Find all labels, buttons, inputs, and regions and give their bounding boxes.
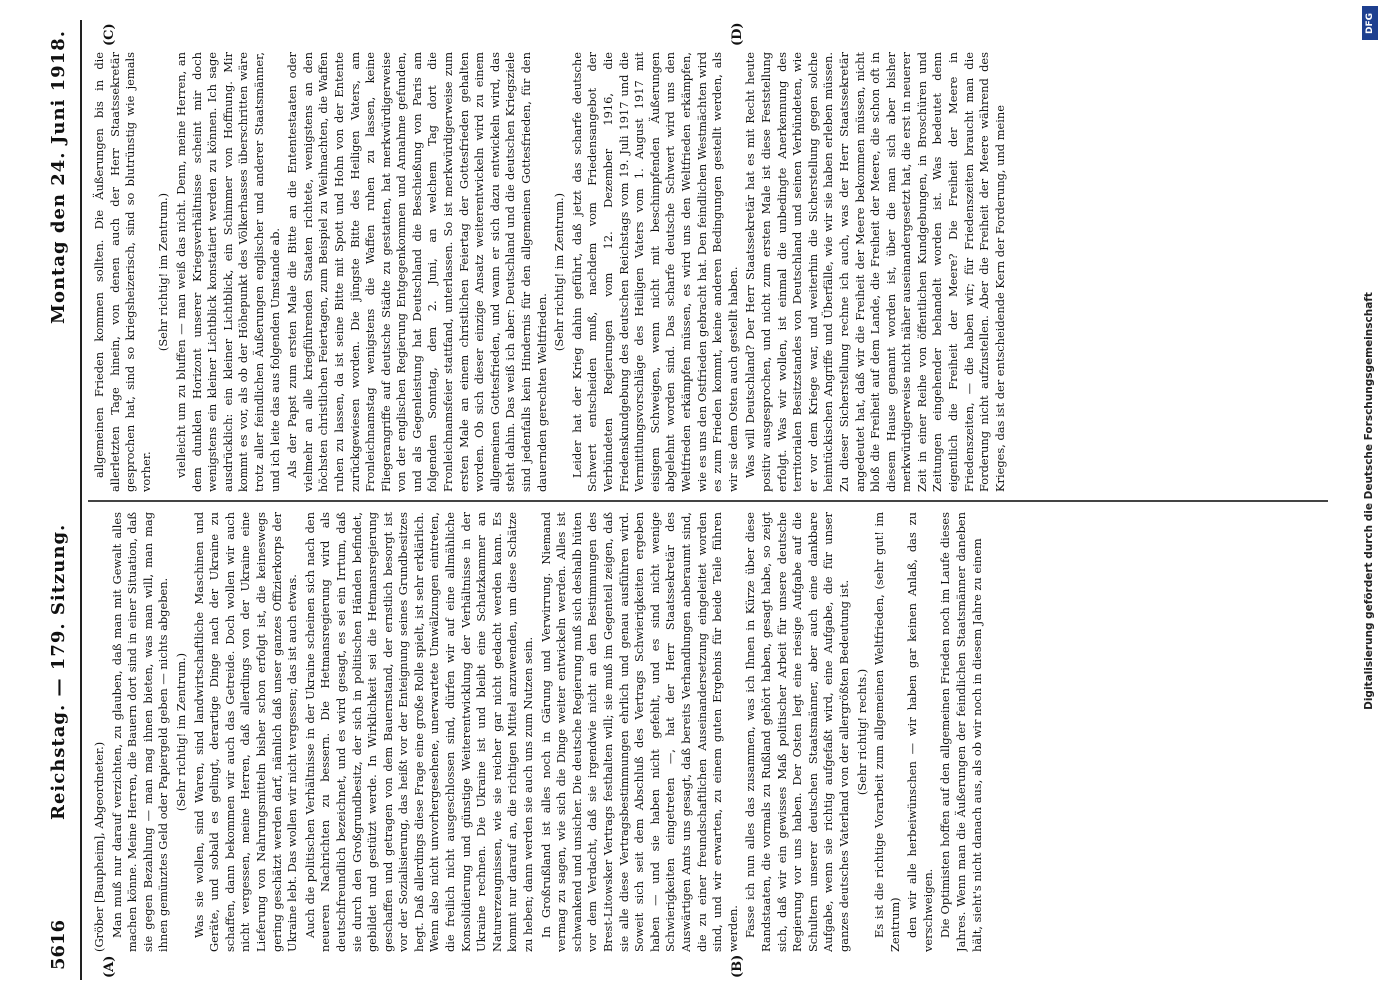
margin-marker-d: (D) [730, 22, 745, 46]
paragraph: Leider hat der Krieg dahin geführt, daß jetzt das scharfe deutsche Schwert entscheiden muß, nachdem vom Friedensangebot der Verbündeten Regierungen vom 12. Dezember 1916, die Friedenskundgebung des deutschen Reichstags vom 19. Juli 1917 und die Vermittlungsvorschläge des Heiligen Vaters vom 1. August 1917 mit eisigem Schweigen, wenn nicht mit beschimpfenden Äußerungen abgelehnt worden sind. Das scharfe deutsche Schwert wird uns den Weltfrieden erkämpfen müssen, es wird uns den Weltfrieden erkämpfen, wie es uns den Ostfrieden gebracht hat. Den feindlichen Westmächten wird es zum Frieden kommt, keine anderen Bedingungen gestellt werden, als wir sie dem Osten auch gestellt haben. [569, 52, 740, 492]
paragraph: den wir alle herbeiwünschen — wir haben gar keinen Anlaß, das zu verschweigen. [905, 512, 935, 952]
paragraph: Fasse ich nun alles das zusammen, was ich Ihnen in Kürze über diese Randstaaten, die vormals zu Rußland gehört haben, gesagt habe, so zeigt sich, daß wir ein gewisses Maß politischer Arbeit für unsere deutsche Regierung vor uns haben. Der Osten legt eine riesige Aufgabe auf die Schultern unserer deutschen Staatsmänner, aber auch eine dankbare Aufgabe, wenn sie richtig aufgefaßt wird, eine Aufgabe, die für unser ganzes deutsches Vaterland von der allergrößten Bedeutung ist. [743, 512, 851, 952]
text-column-right [92, 52, 1322, 492]
text-column-left [92, 512, 1322, 952]
column-divider [88, 500, 1328, 502]
speaker-line: (Gröber [Baupheim], Abgeordneter.) [92, 741, 106, 952]
paragraph: (Sehr richtig! im Zentrum.) [552, 192, 567, 352]
session-date: Montag den 24. Juni 1918. [48, 30, 69, 324]
paragraph: Es ist die richtige Vorarbeit zum allgemeinen Weltfrieden, (sehr gut! im Zentrum) [872, 512, 902, 952]
dfg-logo: DFG [1362, 6, 1378, 40]
paragraph: Als der Papst zum ersten Male die Bitte an die Ententestaaten oder vielmehr an alle kriegführenden Staaten richtete, wenigstens an den höchsten christlichen Feiertagen, zum Beispiel zu Weihnachten, die Waffen ruhen zu lassen, da ist seine Bitte mit Spott und Hohn von der Entente zurückgewiesen worden. Die jüngste Bitte des Heiligen Vaters, am Fronleichnamstag wenigstens die Waffen ruhen zu lassen, keine Fliegerangriffe auf deutsche Städte zu gestatten, hat merkwürdigerweise von der englischen Regierung Entgegenkommen und Annahme gefunden, und als Gegenleistung hat Deutschland die Beschießung von Paris am folgenden Sonntag, dem 2. Juni, an welchem Tag dort die Fronleichnamsfeier stattfand, unterlassen. So ist merkwürdigerweise zum ersten Male an einem christlichen Feiertag der Gottesfrieden gehalten worden. Ob sich dieser einzige Ansatz weiterentwickeln wird zu einem allgemeinen Gottesfrieden, und wann er sich dazu entwickeln wird, das steht dahin. Das weiß ich aber: Deutschland und die deutschen Kriegsziele sind jedenfalls kein Hindernis für den allgemeinen Gottesfrieden, für den dauernden gerechten Weltfrieden. [285, 52, 549, 492]
paragraph: In Großrußland ist alles noch in Gärung und Verwirrung. Niemand vermag zu sagen, wie sich die Dinge weiter entwickeln werden. Alles ist schwankend und unsicher. Die deutsche Regierung muß sich deshalb hüten vor dem Verdacht, daß sie irgendwie nicht an den Bestimmungen des Brest-Litowsker Vertrags festhalten will; sie muß im Gegenteil zeigen, daß sie alle diese Vertragsbestimmungen ehrlich und genau ausführen wird. Soweit sich seit dem Abschluß des Vertrags Schwierigkeiten ergeben haben — und sie haben nicht gefehlt, und es sind nicht wenige Schwierigkeiten eingetreten —, hat der Herr Staatssekretär des Auswärtigen Amts uns gesagt, daß bereits Verhandlungen anberaumt sind, die zu einer freundschaftlichen Auseinandersetzung eingeleitet worden sind, und wir erwarten, zu einem guten Ergebnis für beide Teile führen werden. [538, 512, 740, 952]
paragraph: Man muß nur darauf verzichten, zu glauben, daß man mit Gewalt alles machen könne. Meine Herren, die Bauern dort sind in einer Situation, daß sie gegen Bezahlung — man mag ihnen bieten, was man will, man mag ihnen gemünztes Geld oder Papiergeld geben — nichts abgeben. [109, 512, 171, 952]
paragraph: Was will Deutschland? Der Herr Staatssekretär hat es mit Recht heute positiv ausgesprochen, und nicht zum ersten Male ist diese Feststellung erfolgt. Was wir wollen, ist einmal die unbedingte Anerkennung des territorialen Besitzstandes von Deutschland und seinen Verbündeten, wie er vor dem Kriege war, und weiterhin die Sicherstellung gegen solche heimtückischen Angriffe und Überfälle, wie wir sie haben erleben müssen. Zu dieser Sicherstellung rechne ich auch, was der Herr Staatssekretär angedeutet hat, daß wir die Freiheit der Meere bekommen müssen, nicht bloß die Freiheit auf dem Lande, die Freiheit der Meere, die schon oft in diesem Hause genannt worden ist, über die man sich aber bisher merkwürdigerweise nicht näher auseinandergesetzt hat, die erst in neuerer Zeit in einer Reihe von öffentlichen Kundgebungen, in Broschüren und Zeitungen eingehender behandelt worden ist. Was bedeutet denn eigentlich die Freiheit der Meere? Die Freiheit der Meere in Friedenszeiten, — die haben wir; für Friedenszeiten braucht man die Forderung nicht aufzustellen. Aber die Freiheit der Meere während des Krieges, das ist der entscheidende Kern der Forderung, und meine [743, 52, 1007, 492]
digitization-note: Digitalisierung gefördert durch die Deutsche Forschungsgemeinschaft [1363, 292, 1375, 710]
paragraph: Was sie wollen, sind Waren, sind landwirtschaftliche Maschinen und Geräte, und sobald es gelingt, derartige Dinge nach der Ukraine zu schaffen, dann bekommen wir auch das Getreide. Doch wollen wir auch nicht vergessen, meine Herren, daß allerdings von der Ukraine eine Lieferung von Nahrungsmitteln bisher schon erfolgt ist, die keineswegs gering geschätzt werden darf, nämlich daß unser ganzes Offizierkorps der Ukraine lebt. Das wollen wir nicht vergessen; das ist auch etwas. [191, 512, 300, 952]
margin-marker-c: (C) [102, 23, 117, 46]
page-header [40, 20, 80, 980]
paragraph: Auch die politischen Verhältnisse in der Ukraine scheinen sich nach den neueren Nachrichten zu bessern. Die Hetmansregierung wird als deutschfreundlich bezeichnet, und es wird gesagt, es sei ein Irrtum, daß sie durch den Großgrundbesitz, der sich in politischen Händen befindet, gebildet und gestützt werde. In Wirklichkeit sei die Hetmansregierung geschaffen und getragen von dem Bauernstand, der ernstlich besorgt ist vor der Sozialisierung, das heißt vor der Enteignung seines Grundbesitzes hegt. Daß allerdings diese Frage eine große Rolle spielt, ist sehr erklärlich. Wenn also nicht unvorhergesehene, unerwartete Umwälzungen eintreten, die freilich nicht ausgeschlossen sind, dürfen wir auf eine allmähliche Konsolidierung und günstige Weiterentwicklung der Verhältnisse in der Ukraine rechnen. Die Ukraine ist und bleibt eine Schatzkammer an Naturerzeugnissen, wie sie reicher gar nicht gedacht werden kann. Es kommt nur darauf an, die richtigen Mittel anzuwenden, um diese Schätze zu heben; dann werden sie auch uns zum Nutzen sein. [302, 512, 536, 952]
margin-marker-b: (B) [730, 954, 745, 978]
paragraph: (Sehr richtig! im Zentrum.) [156, 192, 171, 352]
rotated-page-content [40, 20, 1340, 980]
paragraph: allgemeinen Frieden kommen sollten. Die Äußerungen bis in die allerletzten Tage hinein, von denen auch der Herr Staatssekretär gesprochen hat, sind so kriegsheizerisch, sind so blutrünstig wie jemals vorher. [92, 52, 153, 492]
session-title: Reichstag. — 179. Sitzung. [48, 523, 69, 820]
dfg-side-note [1359, 6, 1379, 996]
paragraph: (Sehr richtig! rechts.) [854, 668, 869, 796]
page-number: 5616 [48, 919, 69, 970]
paragraph: (Sehr richtig! im Zentrum.) [173, 652, 188, 812]
margin-marker-a: (A) [102, 955, 117, 978]
paragraph: Die Optimisten hoffen auf den allgemeinen Frieden noch im Laufe dieses Jahres. Wenn man die Äußerungen der feindlichen Staatsmänner daneben hält, sieht's nicht danach aus, als ob wir noch in diesem Jahre zu einem [938, 512, 984, 952]
paragraph: vielleicht um zu bluffen — man weiß das nicht. Denn, meine Herren, an dem dunklen Horizont unserer Kriegsverhältnisse scheint mir doch wenigstens ein kleiner Lichtblick konstatiert werden zu können. Ich sage ausdrücklich: ein kleiner Lichtblick, ein Schimmer von Hoffnung. Mir kommt es vor, als ob der Höhepunkt des Völkerhasses überschritten wäre trotz aller feindlichen Äußerungen englischer und anderer Staatsmänner, und ich leite das aus folgenden Umstande ab. [173, 52, 282, 492]
header-rule [80, 20, 82, 980]
